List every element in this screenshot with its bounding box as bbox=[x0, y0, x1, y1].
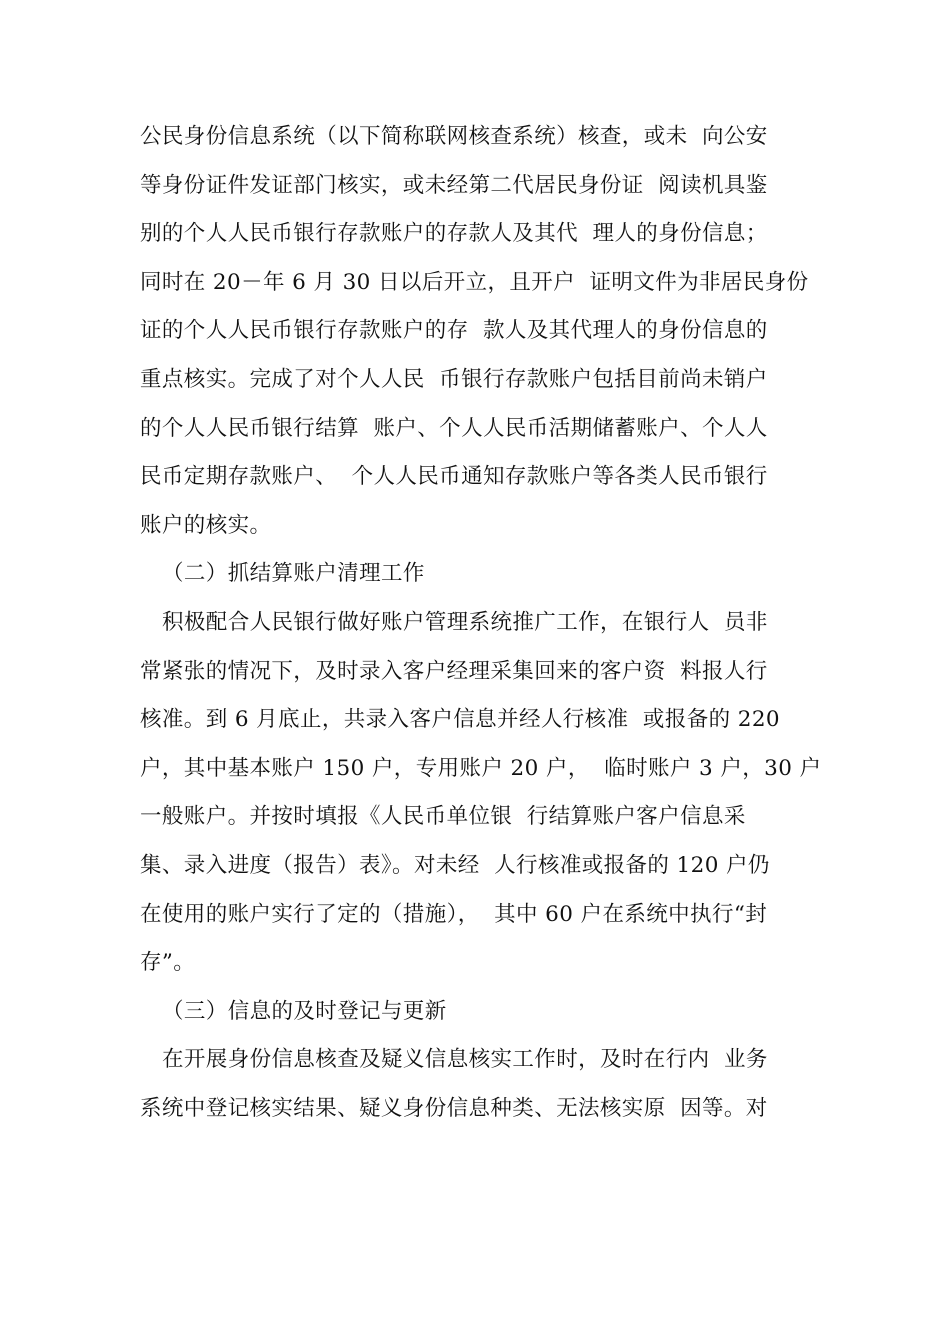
paragraph-line: 核准。到 6 月底止，共录入客户信息并经人行核准 或报备的 220 bbox=[140, 707, 780, 733]
paragraph-line: 重点核实。完成了对个人人民 币银行存款账户包括目前尚未销户 bbox=[140, 366, 768, 392]
paragraph-line: 系统中登记核实结果、疑义身份信息种类、无法核实原 因等。对 bbox=[140, 1095, 768, 1121]
paragraph-line: 别的个人人民币银行存款账户的存款人及其代 理人的身份信息； bbox=[140, 221, 768, 247]
paragraph-line: 证的个人人民币银行存款账户的存 款人及其代理人的身份信息的 bbox=[140, 318, 768, 344]
paragraph-line: 常紧张的情况下，及时录入客户经理采集回来的客户资 料报人行 bbox=[140, 658, 768, 684]
paragraph-line: 在开展身份信息核查及疑义信息核实工作时，及时在行内 业务 bbox=[162, 1047, 768, 1073]
paragraph-line: 积极配合人民银行做好账户管理系统推广工作，在银行人 员非 bbox=[162, 609, 768, 635]
paragraph-line: 户，其中基本账户 150 户，专用账户 20 户， 临时账户 3 户，30 户 bbox=[140, 755, 822, 781]
document-body bbox=[140, 113, 840, 1133]
paragraph-line: 公民身份信息系统（以下简称联网核查系统）核查，或未 向公安 bbox=[140, 124, 768, 149]
section-heading: （三）信息的及时登记与更新 bbox=[162, 998, 447, 1024]
paragraph-line: 等身份证件发证部门核实，或未经第二代居民身份证 阅读机具鉴 bbox=[140, 172, 768, 198]
paragraph-line: 民币定期存款账户、 个人人民币通知存款账户等各类人民币银行 bbox=[140, 464, 768, 490]
paragraph-line: 在使用的账户实行了定的（措施）， 其中 60 户在系统中执行“封 bbox=[140, 901, 768, 927]
section-heading: （二）抓结算账户清理工作 bbox=[162, 561, 425, 587]
paragraph-line: 一般账户。并按时填报《人民币单位银 行结算账户客户信息采 bbox=[140, 804, 746, 830]
paragraph-line: 集、录入进度（报告）表》。对未经 人行核准或报备的 120 户仍 bbox=[140, 852, 770, 878]
paragraph-line: 的个人人民币银行结算 账户、个人人民币活期储蓄账户、个人人 bbox=[140, 415, 768, 441]
paragraph-line: 账户的核实。 bbox=[140, 512, 272, 538]
paragraph-line: 存”。 bbox=[140, 950, 196, 976]
paragraph-line: 同时在 20－年 6 月 30 日以后开立，且开户 证明文件为非居民身份 bbox=[140, 269, 809, 295]
